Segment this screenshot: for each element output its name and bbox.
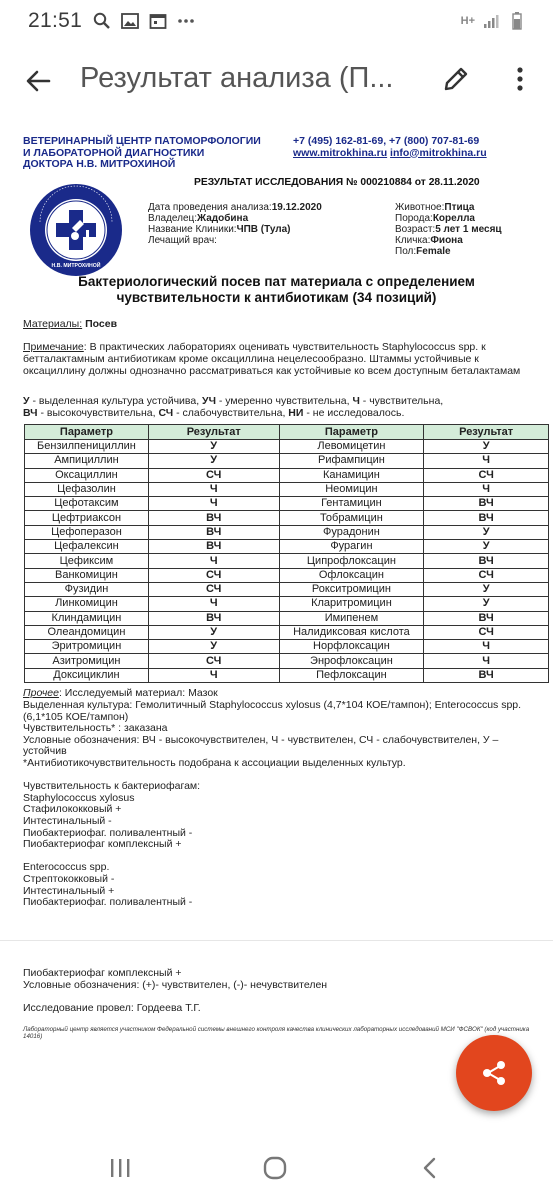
animal (395, 202, 474, 213)
org-line: ДОКТОРА Н.В. МИТРОХИНОЙ (23, 158, 176, 170)
parameter-cell: Кларитромицин (279, 597, 424, 611)
result-cell: СЧ (148, 654, 279, 668)
org-contacts (293, 136, 487, 159)
parameter-cell: Оксациллин (25, 468, 149, 482)
signal-icon (481, 11, 501, 31)
recent-apps-button[interactable] (100, 1148, 140, 1188)
legend-code: Ч (352, 395, 360, 407)
breed (395, 213, 475, 224)
value: 5 лет 1 месяц (435, 224, 502, 235)
result-cell: У (148, 454, 279, 468)
calendar-icon (148, 11, 168, 31)
parameter-cell: Пефлоксацин (279, 668, 424, 682)
parameter-cell: Цефазолин (25, 482, 149, 496)
arrow-back-icon (25, 69, 51, 93)
value: Female (416, 246, 451, 257)
column-header: Параметр (25, 425, 149, 440)
parameter-cell: Налидиксовая кислота (279, 625, 424, 639)
result-cell: СЧ (148, 468, 279, 482)
materials (23, 318, 533, 330)
column-header: Параметр (279, 425, 424, 440)
label: Дата проведения анализа: (148, 202, 272, 213)
table-row (25, 525, 549, 539)
parameter-cell: Имипенем (279, 611, 424, 625)
legend-text: - не исследовалось. (303, 407, 405, 419)
result-cell: ВЧ (424, 554, 549, 568)
legend-text: - выделенная культура устойчива, (29, 395, 203, 407)
result-cell: У (424, 525, 549, 539)
note-label: Примечание (23, 341, 84, 353)
result-cell: Ч (148, 668, 279, 682)
table-row (25, 654, 549, 668)
result-cell: СЧ (424, 568, 549, 582)
phones: +7 (495) 162-81-69, +7 (800) 707-81-69 (293, 135, 480, 147)
result-cell: СЧ (424, 625, 549, 639)
legend (23, 395, 533, 419)
parameter-cell: Офлоксацин (279, 568, 424, 582)
result-cell: Ч (424, 482, 549, 496)
parameter-cell: Цефалексин (25, 540, 149, 554)
org-line: И ЛАБОРАТОРНОЙ ДИАГНОСТИКИ (23, 146, 205, 159)
page-divider (0, 940, 553, 941)
notes-block: Выделенная культура: Гемолитичный Staphylococcus xylosus (4,7*104 КОЕ/тампон); Enterococcus spp.(6,1*105 КОЕ/тампон) Чувствительность* : заказана Условные обозначения: ВЧ - высокочувствителен, Ч - чувствителен, СЧ - слабочувствителен, У – устойчив *Антибиотикочувствительность подобрана к ассоциации выделенных культур. Чувствительность к бактериофагам: Staphylococcus xylosus Стафилококковый + Интестинальный - Пиобактериофаг. поливалентный - Пиобактериофаг комплексный + Enterococcus spp. Стрептококковый - Интестинальный + Пиобактериофаг. поливалентный - (23, 699, 522, 909)
label: Животное: (395, 202, 445, 213)
table-row (25, 554, 549, 568)
result-cell: ВЧ (424, 611, 549, 625)
status-bar (0, 0, 553, 42)
note (23, 341, 533, 377)
antibiotic-table (24, 424, 549, 683)
pet-name (395, 235, 463, 246)
result-cell: ВЧ (424, 497, 549, 511)
legend-code: УЧ (202, 395, 216, 407)
table-row (25, 511, 549, 525)
result-cell: ВЧ (148, 611, 279, 625)
svg-text:Н.В. МИТРОХИНОЙ: Н.В. МИТРОХИНОЙ (51, 263, 101, 269)
label: Владелец: (148, 213, 198, 224)
table-row (25, 597, 549, 611)
network-type: H+ (460, 15, 475, 27)
table-row (25, 625, 549, 639)
result-cell: СЧ (424, 468, 549, 482)
status-time: 21:51 (28, 9, 83, 32)
parameter-cell: Бензилпенициллин (25, 440, 149, 454)
parameter-cell: Ципрофлоксацин (279, 554, 424, 568)
legend-code: НИ (288, 407, 304, 419)
parameter-cell: Азитромицин (25, 654, 149, 668)
sex (395, 246, 451, 257)
label: Пол: (395, 246, 417, 257)
chevron-left-icon (422, 1157, 438, 1179)
result-cell: У (424, 440, 549, 454)
legend-text: - высокочувствительна, (37, 407, 159, 419)
result-cell: ВЧ (424, 511, 549, 525)
legend-text: - умеренно чувствительна, (215, 395, 353, 407)
result-cell: У (148, 625, 279, 639)
table-header-row (25, 425, 549, 440)
value: Корелла (432, 213, 475, 224)
parameter-cell: Фурагин (279, 540, 424, 554)
share-icon (480, 1059, 508, 1087)
clinic-logo (28, 182, 124, 278)
result-cell: СЧ (148, 582, 279, 596)
clinic (148, 224, 291, 235)
parameter-cell: Гентамицин (279, 497, 424, 511)
result-cell: У (148, 640, 279, 654)
label: Название Клиники: (148, 224, 237, 235)
table-row (25, 540, 549, 554)
value: Птица (444, 202, 475, 213)
doctor (148, 235, 217, 246)
more-options-button[interactable] (502, 59, 538, 99)
parameter-cell: Ампициллин (25, 454, 149, 468)
search-icon (92, 11, 112, 31)
legend-code: СЧ (158, 407, 174, 419)
table-row (25, 440, 549, 454)
parameter-cell: Фузидин (25, 582, 149, 596)
legend-code: ВЧ (23, 407, 38, 419)
parameter-cell: Линкомицин (25, 597, 149, 611)
table-row (25, 582, 549, 596)
parameter-cell: Неомицин (279, 482, 424, 496)
table-row (25, 611, 549, 625)
note-text: : В практических лабораториях оценивать чувствительность Staphylococcus spp. к бетталактамным антибиотикам кроме оксациллина нецелесообразно. Штаммы устойчивые к оксациллину должны однозначно рассматриваться как устойчивые ко всем доступным беталактамам (23, 341, 521, 377)
table-row (25, 482, 549, 496)
result-cell: ВЧ (148, 511, 279, 525)
more-vert-icon (517, 67, 523, 91)
org-line: ВЕТЕРИНАРНЫЙ ЦЕНТР ПАТОМОРФОЛОГИИ (23, 135, 261, 147)
title-line: чувствительности к антибиотикам (34 позиций) (116, 289, 437, 305)
parameter-cell: Рифампицин (279, 454, 424, 468)
parameter-cell: Цефиксим (25, 554, 149, 568)
table-row (25, 640, 549, 654)
result-cell: ВЧ (148, 525, 279, 539)
home-icon (263, 1156, 287, 1180)
email-link[interactable]: info@mitrokhina.ru (390, 146, 487, 159)
legend-text: - чувствительна, (359, 395, 444, 407)
materials-value: Посев (85, 318, 118, 330)
result-cell: Ч (148, 597, 279, 611)
other-text: : Исследуемый материал: Мазок (58, 687, 218, 699)
value: ЧПВ (Тула) (236, 224, 291, 235)
legend-code: У (23, 395, 30, 407)
other (23, 688, 533, 700)
page-title: Результат анализа (П... (80, 62, 394, 94)
table-row (25, 497, 549, 511)
analysis-title (23, 274, 530, 305)
column-header: Результат (424, 425, 549, 440)
label: Возраст: (395, 224, 436, 235)
app-bar (0, 42, 553, 120)
parameter-cell: Рокситромицин (279, 582, 424, 596)
footer-note: Лабораторный центр является участником Федеральной системы внешнего контроля качества клинических лабораторных исследований МСИ "ФСВОК" (код участника 14016) (23, 1026, 530, 1040)
result-cell: Ч (148, 497, 279, 511)
result-cell: ВЧ (424, 668, 549, 682)
more-dots-icon (176, 11, 196, 31)
legend-text: - слабочувствительна, (173, 407, 289, 419)
parameter-cell: Цефтриаксон (25, 511, 149, 525)
parameter-cell: Канамицин (279, 468, 424, 482)
org-name (23, 136, 273, 171)
battery-icon (507, 11, 527, 31)
result-cell: СЧ (148, 568, 279, 582)
home-button[interactable] (255, 1148, 295, 1188)
pencil-icon (442, 65, 470, 93)
edit-button[interactable] (436, 59, 476, 99)
result-cell: У (148, 440, 279, 454)
parameter-cell: Норфлоксацин (279, 640, 424, 654)
back-button[interactable] (16, 59, 60, 103)
parameter-cell: Энрофлоксацин (279, 654, 424, 668)
website-link[interactable]: www.mitrokhina.ru (293, 146, 388, 159)
label: Лечащий врач: (148, 235, 217, 246)
owner (148, 213, 248, 224)
system-nav-bar (0, 1140, 553, 1200)
image-icon (120, 11, 140, 31)
result-cell: Ч (424, 454, 549, 468)
label: Кличка: (395, 235, 431, 246)
parameter-cell: Клиндамицин (25, 611, 149, 625)
analysis-date (148, 202, 322, 213)
share-button[interactable] (456, 1035, 532, 1111)
materials-label: Материалы: (23, 318, 83, 330)
result-cell: У (424, 582, 549, 596)
parameter-cell: Ванкомицин (25, 568, 149, 582)
parameter-cell: Тобрамицин (279, 511, 424, 525)
back-nav-button[interactable] (410, 1148, 450, 1188)
result-title: РЕЗУЛЬТАТ ИССЛЕДОВАНИЯ № 000210884 от 28.11.2020 (194, 177, 480, 188)
parameter-cell: Фурадонин (279, 525, 424, 539)
parameter-cell: Цефоперазон (25, 525, 149, 539)
result-cell: Ч (148, 482, 279, 496)
table-row (25, 468, 549, 482)
age (395, 224, 502, 235)
result-cell: ВЧ (148, 540, 279, 554)
parameter-cell: Эритромицин (25, 640, 149, 654)
parameter-cell: Доксициклин (25, 668, 149, 682)
value: Жадобина (197, 213, 249, 224)
parameter-cell: Левомицетин (279, 440, 424, 454)
other-label: Прочее (23, 687, 59, 699)
value: 19.12.2020 (271, 202, 322, 213)
parameter-cell: Олеандомицин (25, 625, 149, 639)
parameter-cell: Цефотаксим (25, 497, 149, 511)
result-cell: У (424, 597, 549, 611)
label: Порода: (395, 213, 433, 224)
value: Фиона (430, 235, 463, 246)
notes-block-2: Пиобактериофаг комплексный + Условные обозначения: (+)- чувствителен, (-)- нечувствителен Исследование провел: Гордеева Т.Г. (23, 967, 328, 1014)
recents-icon (109, 1158, 131, 1178)
result-cell: Ч (148, 554, 279, 568)
table-row (25, 454, 549, 468)
table-row (25, 668, 549, 682)
result-cell: Ч (424, 640, 549, 654)
title-line: Бактериологический посев пат материала с определением (78, 274, 475, 289)
table-row (25, 568, 549, 582)
result-cell: Ч (424, 654, 549, 668)
result-cell: У (424, 540, 549, 554)
column-header: Результат (148, 425, 279, 440)
